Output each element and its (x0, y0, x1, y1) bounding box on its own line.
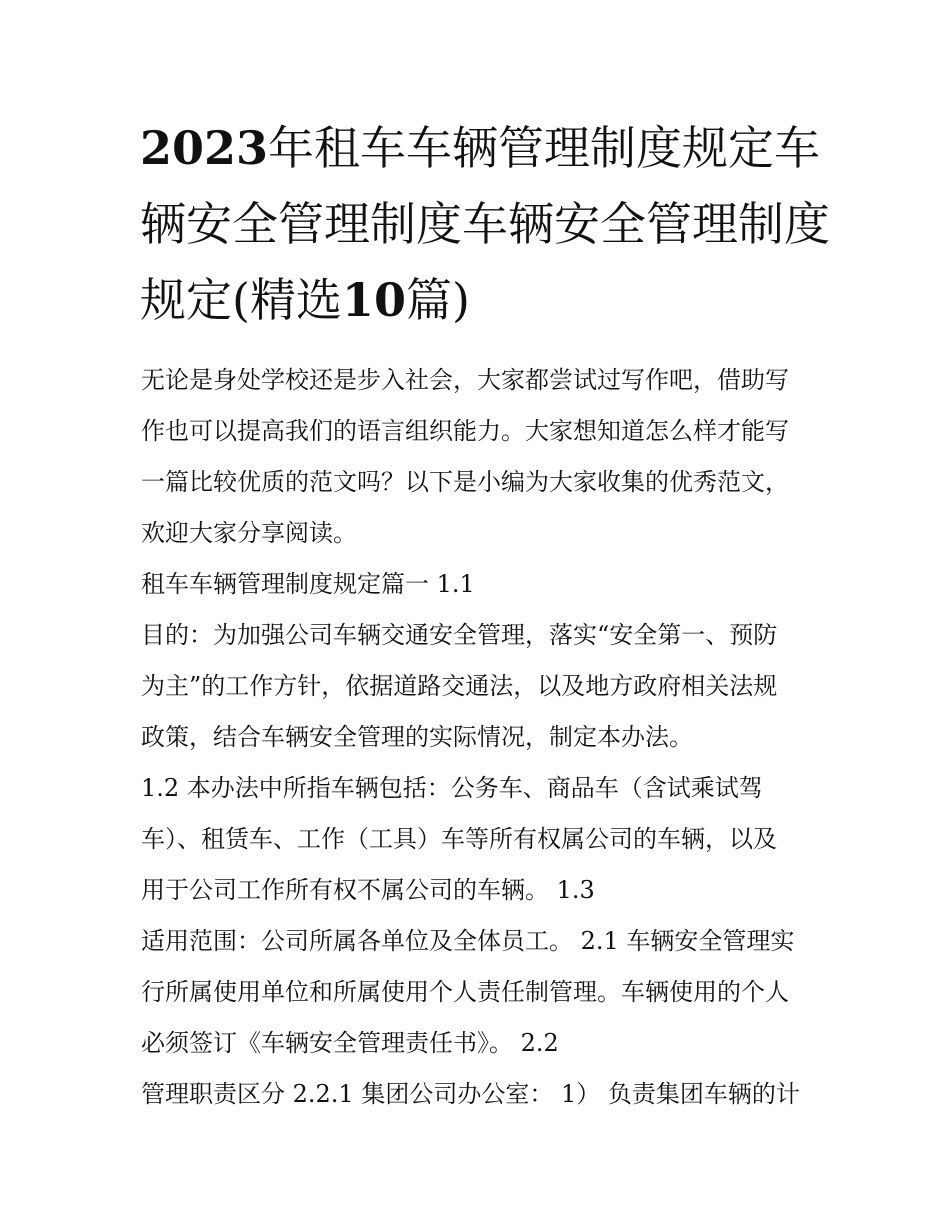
body-line: 行所属使用单位和所属使用个人责任制管理。车辆使用的个人 (141, 978, 789, 1006)
section-heading: 租车车辆管理制度规定篇一 1.1 (141, 570, 475, 598)
body-line: 1.2 本办法中所指车辆包括：公务车、商品车（含试乘试驾 (141, 774, 763, 802)
title-year: 2023 (140, 121, 269, 175)
page-title (140, 110, 830, 338)
body-line: 为主”的工作方针，依据道路交通法，以及地方政府相关法规 (141, 672, 778, 700)
title-suffix: 篇) (405, 273, 470, 327)
body-line: 必须签订《车辆安全管理责任书》。 2.2 (141, 1029, 559, 1057)
body-line: 车）、租赁车、工作（工具）车等所有权属公司的车辆，以及 (141, 825, 777, 853)
body-line: 欢迎大家分享阅读。 (141, 519, 357, 547)
title-text: 年租车车辆管理制度规定车辆安全管理制度车辆安全管理制度规定(精选 (140, 121, 830, 327)
body-line: 用于公司工作所有权不属公司的车辆。 1.3 (141, 876, 595, 904)
body-line: 管理职责区分 2.2.1 集团公司办公室： 1） 负责集团车辆的计 (141, 1080, 800, 1108)
title-count: 10 (341, 273, 406, 327)
body-line: 目的：为加强公司车辆交通安全管理，落实“安全第一、预防 (141, 621, 778, 649)
body-line: 作也可以提高我们的语言组织能力。大家想知道怎么样才能写 (141, 417, 789, 445)
body-line: 一篇比较优质的范文吗？以下是小编为大家收集的优秀范文， (141, 468, 789, 496)
body-line: 无论是身处学校还是步入社会，大家都尝试过写作吧，借助写 (141, 366, 789, 394)
body-line: 适用范围：公司所属各单位及全体员工。 2.1 车辆安全管理实 (141, 927, 795, 955)
body-line: 政策，结合车辆安全管理的实际情况，制定本办法。 (141, 723, 693, 751)
